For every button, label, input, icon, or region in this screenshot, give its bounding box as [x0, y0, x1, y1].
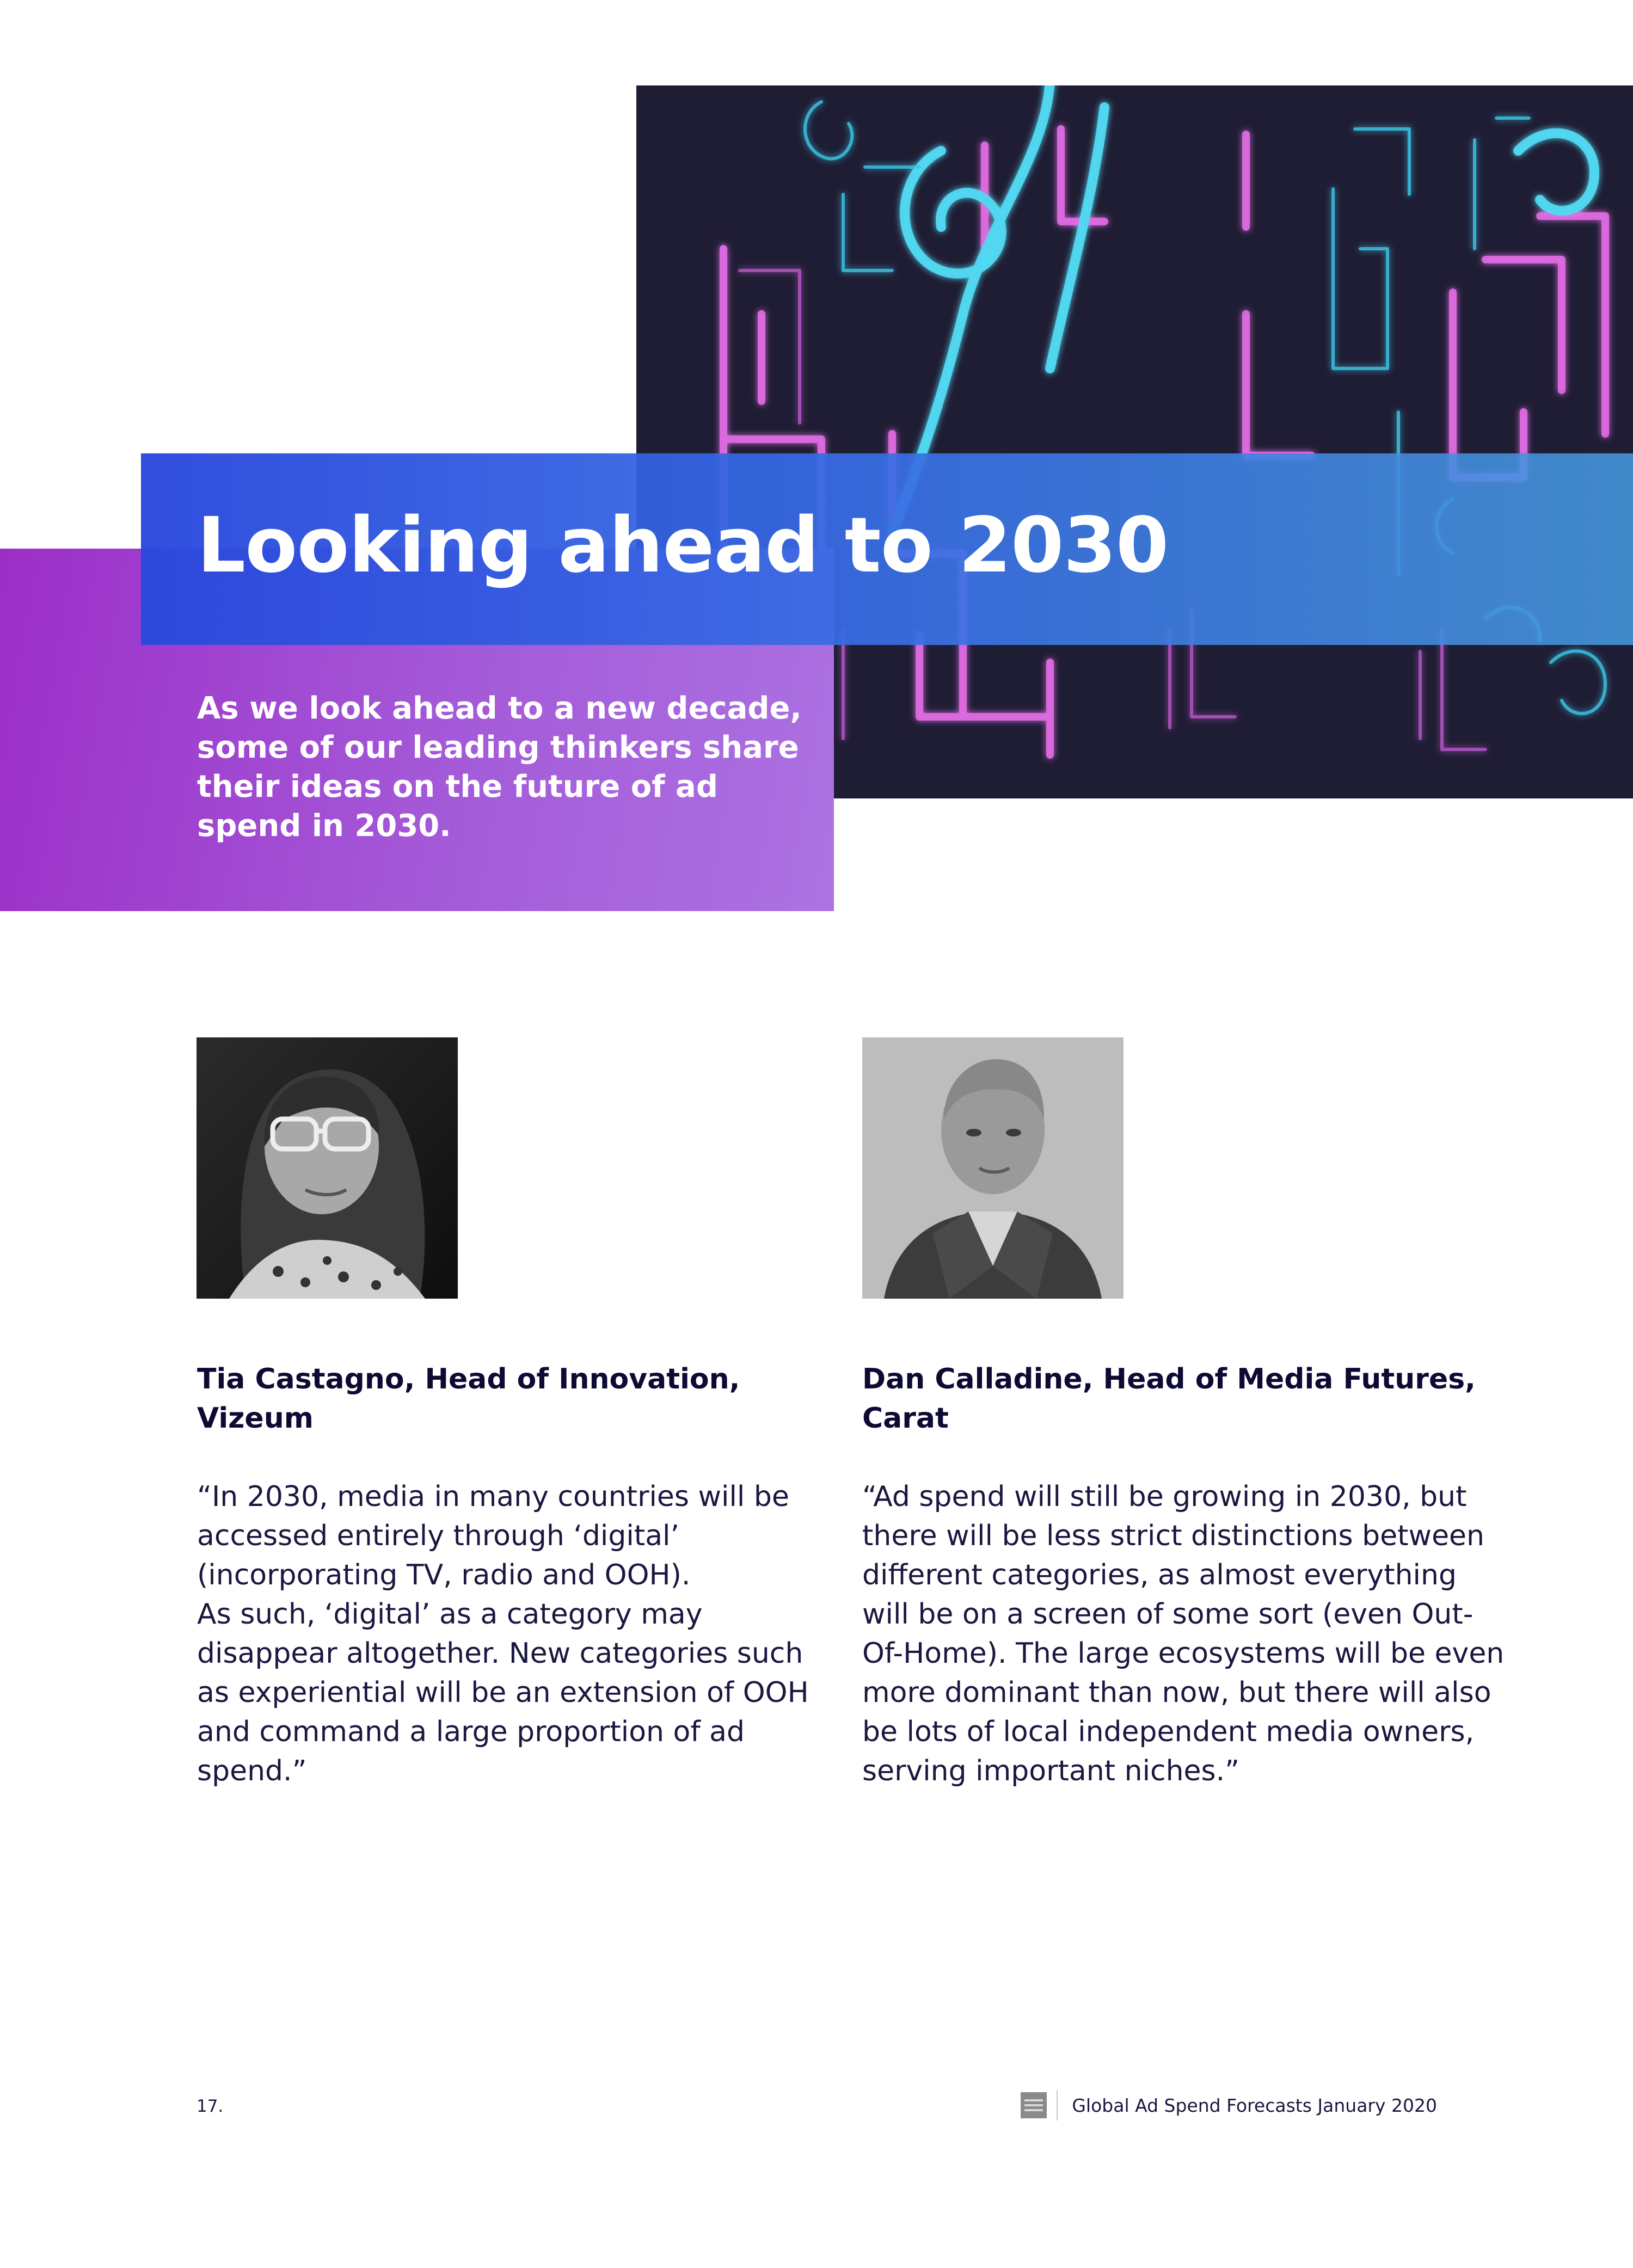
- contributor-column: [862, 1360, 1505, 1791]
- portrait-tia-castagno: [197, 1037, 458, 1299]
- page-number: 17.: [197, 2097, 224, 2116]
- page-title: Looking ahead to 2030: [197, 501, 1169, 590]
- portrait-photo: [862, 1037, 1124, 1299]
- contributor-quote: “Ad spend will still be growing in 2030, but there will be less strict distinctions between different categories, as almost everything will be on a screen of some sort (even Out-Of-Home). The large ecosystems will be even more dominant than now, but there will also be lots of local independent media owners, serving important niches.”: [862, 1480, 1505, 1787]
- contributor-quote: “In 2030, media in many countries will be accessed entirely through ‘digital’ (incorporating TV, radio and OOH). As such, ‘digital’ as a category may disappear altogether. New categories such as experiential will be an extension of OOH and command a large proportion of ad spend.”: [197, 1480, 809, 1787]
- footer: [1021, 2090, 1437, 2121]
- footer-divider: [1057, 2090, 1058, 2121]
- publisher-logo-icon: [1021, 2092, 1047, 2118]
- intro-text: As we look ahead to a new decade, some of our leading thinkers share their ideas on the future of ad spend in 2030.: [197, 691, 802, 844]
- publication-title: Global Ad Spend Forecasts January 2020: [1072, 2094, 1437, 2116]
- contributor-column: [197, 1360, 839, 1791]
- portrait-dan-calladine: [862, 1037, 1124, 1299]
- contributor-name: Tia Castagno, Head of Innovation, Vizeum: [197, 1363, 740, 1435]
- portrait-photo: [197, 1037, 458, 1299]
- contributor-name: Dan Calladine, Head of Media Futures, Carat: [862, 1363, 1476, 1435]
